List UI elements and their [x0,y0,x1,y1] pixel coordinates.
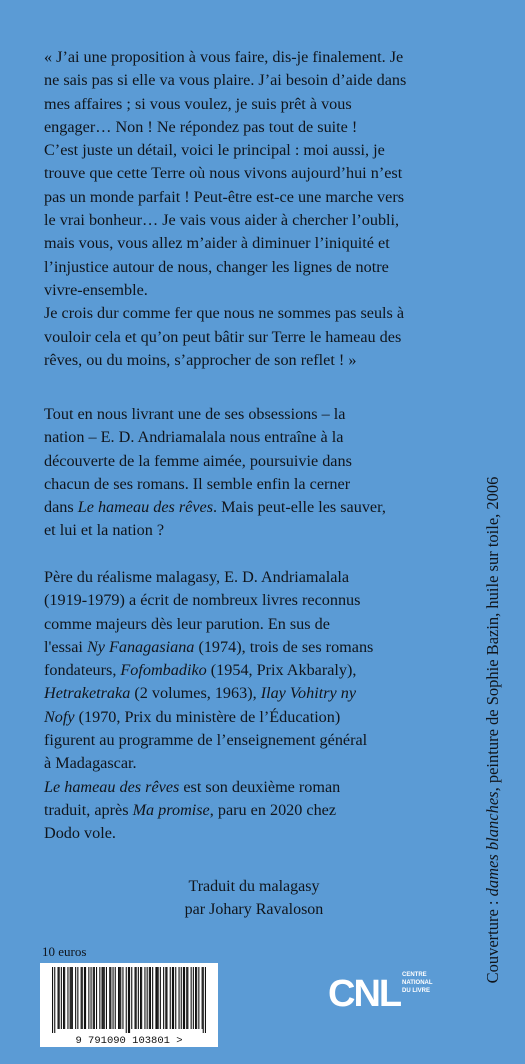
blurb-line: chacun de ses romans. Il semble enfin la cerner [44,474,351,493]
barcode-bar [157,967,158,1029]
bio-line: comme majeurs dès leur parution. En sus de [44,614,330,633]
quote-line: Je crois dur comme fer que nous ne sommes pas seuls à [44,304,405,323]
bio-line: figurent au programme de l’enseignement général [44,731,368,750]
barcode-bar [93,967,94,1029]
barcode-bar [198,967,199,1029]
barcode-bar [115,967,116,1029]
bio-text: traduit, après [44,800,133,819]
quote-line: l’injustice autour de nous, changer les lignes de notre [44,257,389,276]
barcode-bar [120,967,121,1029]
barcode-bar [82,967,83,1029]
bio-line [44,682,464,705]
barcode-bar [141,967,142,1029]
barcode-bar [119,967,120,1029]
barcode-bar [175,967,176,1029]
barcode-bar [85,967,86,1029]
bio-line: à Madagascar. [44,754,137,773]
barcode-bar [172,967,173,1029]
barcode-bar [155,967,156,1029]
barcode-bar [91,967,92,1029]
barcode-bar [67,967,68,1029]
quote-line: ne sais pas si elle va vous plaire. J’ai besoin d’aide dans [44,71,407,90]
cover-credit-text: Couverture : [483,896,502,984]
translation-line: Traduit du malagasy [188,878,320,895]
barcode-bar [144,967,145,1029]
bio-line [44,799,464,822]
barcode-bar [52,967,53,1033]
barcode-bar [109,967,110,1029]
barcode-bar [71,967,72,1029]
blurb-line: nation – E. D. Andriamalala nous entraîne à la [44,428,344,447]
barcode-bar [191,967,192,1029]
barcode-bar [110,967,111,1029]
barcode-bar [131,967,132,1029]
bio-line: Dodo vole. [44,824,116,843]
cover-credit-text: , peinture de Sophie Bazin, huile sur toile, 2006 [483,476,502,792]
bio-line [44,776,464,799]
barcode-bar [128,967,129,1033]
bio-line [44,636,464,659]
bio-text: (1970, Prix du ministère de l’Éducation) [74,707,341,726]
bio-text: (2 volumes, 1963), [130,684,261,703]
barcode-bar [81,967,82,1029]
cover-credit [478,435,508,1025]
barcode-bar [160,967,161,1029]
quote-line: mais vous, vous allez m’aider à diminuer l’iniquité et [44,234,390,253]
bio-line [44,706,464,729]
cnl-line: DU LIVRE [402,988,431,994]
barcode-bar [186,967,187,1029]
work-title: Ma promise [132,800,210,819]
quote-line: C’est juste un détail, voici le principal : moi aussi, je [44,141,385,160]
barcode-bar [64,967,65,1029]
barcode-bar [72,967,73,1029]
barcode-bar [179,967,180,1029]
bio-text: est son deuxième roman [179,777,341,796]
bio-line [44,659,464,682]
bio-text: fondateurs, [44,661,121,680]
barcode-bar [58,967,59,1029]
price-label: 10 euros [42,944,87,959]
barcode-bar [59,967,60,1029]
bio-text: (1954, Prix Akbaraly), [206,661,357,680]
barcode-bar [184,967,185,1029]
quote-line: vouloir cela et qu’on peut bâtir sur Terre le hameau des [44,327,402,346]
barcode-bar [170,967,171,1029]
cnl-logo-mark [328,966,448,1026]
barcode-bar [122,967,123,1029]
barcode-bar [54,967,55,1033]
barcode-bar [187,967,188,1029]
barcode-bar [173,967,174,1029]
barcode-bar [70,967,71,1029]
blurb-text: dans [44,498,78,517]
barcode-bar [196,967,197,1029]
quote-line: vivre-ensemble. [44,280,148,299]
barcode-bar [77,967,78,1029]
bio-text: (1974), trois de ses romans [194,637,374,656]
work-title: Le hameau des rêves [44,777,180,796]
bio-line: (1919-1979) a écrit de nombreux livres reconnus [44,591,361,610]
book-blurb [44,403,464,543]
barcode-bar [104,967,105,1029]
barcode-bar [102,967,103,1029]
bio-text: , paru en 2020 chez [209,800,337,819]
translation-credit [44,875,464,921]
barcode-bar [203,967,204,1033]
barcode-bar [138,967,139,1029]
blurb-line: Tout en nous livrant une de ses obsessions – la [44,405,346,423]
quote-line: le vrai bonheur… Je vais vous aider à chercher l’oubli, [44,211,400,230]
quote-line: mes affaires ; si vous voulez, je suis prêt à vous [44,94,352,113]
barcode-bar [149,967,150,1029]
barcode-bar [181,967,182,1029]
barcode-bar [96,967,97,1029]
barcode-bar [136,967,137,1029]
bio-text: l'essai [44,637,87,656]
quote-line: trouve que cette Terre où nous vivons aujourd’hui n’est [44,164,403,183]
cnl-logo [328,966,448,1026]
quote-line: pas un monde parfait ! Peut-être est-ce une marche vers [44,187,405,206]
barcode-bar [135,967,136,1029]
barcode-bar [118,967,119,1029]
barcode-bar [61,967,62,1029]
work-title: Ilay Vohitry ny [260,684,357,703]
barcode-bar [84,967,85,1029]
barcode-bar [195,967,196,1029]
barcode-bars [40,963,218,1047]
barcode-bar [94,967,95,1029]
quote-line: rêves, ou du moins, s’approcher de son reflet ! » [44,350,357,369]
blurb-line: et lui et la nation ? [44,521,165,540]
barcode-bar [183,967,184,1029]
barcode-bar [202,967,203,1029]
barcode-bar [205,967,206,1033]
barcode-bar [88,967,89,1029]
barcode-bar [129,967,130,1033]
barcode-bar [158,967,159,1029]
quote-excerpt [44,46,464,372]
blurb-text: . Mais peut-elle les sauver, [213,498,386,517]
quote-line: « J’ai une proposition à vous faire, dis-je finalement. Je [44,48,404,66]
barcode-bar [126,967,127,1033]
quote-line: engager… Non ! Ne répondez pas tout de suite ! [44,117,358,136]
barcode-bar [165,967,166,1029]
cnl-line: CENTRE [402,972,427,978]
barcode-bar [152,967,153,1029]
barcode-bar [147,967,148,1029]
work-title: Nofy [44,707,75,726]
author-bio [44,566,464,846]
cnl-logo-text: CNL [328,973,401,1015]
painting-title: dames blanches [483,791,502,897]
translator-line: par Johary Ravaloson [184,901,324,918]
work-title: Ny Fanagasiana [86,637,195,656]
work-title: Hetraketraka [44,684,131,703]
book-title: Le hameau des rêves [77,498,214,517]
barcode-bar [75,967,76,1029]
barcode-bar [106,967,107,1029]
barcode-bar [140,967,141,1029]
bio-line: Père du réalisme malagasy, E. D. Andriamalala [44,568,350,586]
barcode-bar [103,967,104,1029]
barcode-bar [63,967,64,1029]
barcode-bar [150,967,151,1029]
barcode-bar [99,967,100,1029]
barcode-bar [113,967,114,1029]
work-title: Fofombadiko [120,661,207,680]
barcode-bar [193,967,194,1029]
barcode-bar [166,967,167,1029]
isbn-barcode [40,963,218,1047]
blurb-line [44,496,464,519]
blurb-line: découverte de la femme aimée, poursuivie dans [44,451,352,470]
barcode-bar [163,967,164,1029]
cnl-line: NATIONAL [402,980,433,986]
barcode-digits: 9 791090 103801 > [75,1035,183,1047]
